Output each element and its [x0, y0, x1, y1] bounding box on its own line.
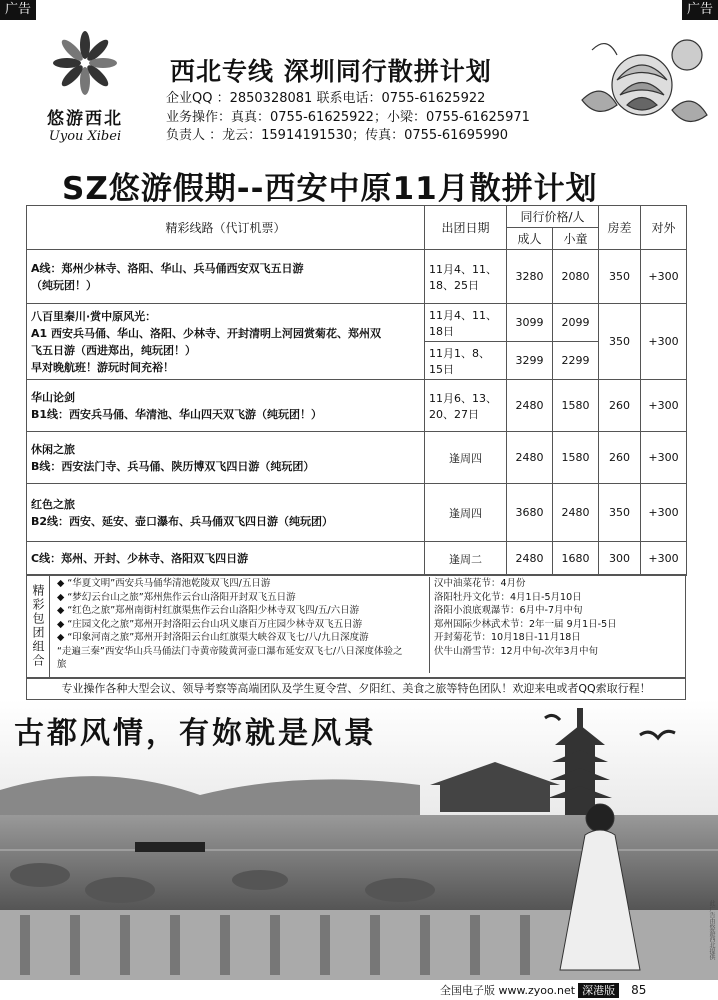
combo-side-label: 精彩包团组合 — [27, 575, 50, 677]
route-line: 八百里秦川·赏中原风光： — [31, 309, 157, 323]
header-peer-price: 同行价格/人 — [507, 206, 599, 228]
header-room: 房差 — [599, 206, 641, 250]
header-adult: 成人 — [507, 228, 553, 250]
route-line: （纯玩团！） — [31, 278, 97, 292]
ad-label-right: 广告 — [682, 0, 718, 20]
route-line: B2线：西安、延安、壶口瀑布、兵马俑双飞四日游（纯玩团） — [31, 514, 334, 528]
table-row — [27, 432, 687, 484]
depart-date: 逢周四 — [425, 484, 507, 542]
table-row — [27, 484, 687, 542]
festival-list — [429, 577, 689, 673]
contact-block — [166, 90, 530, 146]
list-item: ◆ “印象河南之旅”郑州开封洛阳云台山红旗渠大峡谷双飞七/八/九日深度游 — [57, 632, 369, 643]
route-line: 休闲之旅 — [31, 442, 75, 456]
public-price: +300 — [641, 380, 687, 432]
service-notice: 专业操作各种大型会议、领导考察等高端团队及学生夏令营、夕阳红、美食之旅等特色团队！欢迎来电或者QQ索取行程！ — [26, 678, 686, 700]
list-item: 汉中油菜花节：4月份 — [434, 578, 526, 589]
public-price: +300 — [641, 432, 687, 484]
room-diff: 300 — [599, 542, 641, 576]
edition-badge: 深港版 — [578, 983, 619, 998]
depart-date: 逢周四 — [425, 432, 507, 484]
route-line: A线：郑州少林寺、洛阳、华山、兵马俑西安双飞五日游 — [31, 261, 304, 275]
child-price: 2480 — [553, 484, 599, 542]
table-row — [27, 304, 687, 342]
route-desc — [27, 542, 425, 576]
list-item: 洛阳牡丹文化节：4月1日-5月10日 — [434, 591, 582, 603]
depart-date: 11月1、8、15日 — [425, 342, 507, 380]
adult-price: 3280 — [507, 250, 553, 304]
side-note: 此广告由悠游西北提供 — [708, 900, 715, 960]
main-title: SZ悠游假期--西安中原11月散拼计划 — [62, 171, 598, 207]
route-line: 华山论剑 — [31, 390, 75, 404]
header-child: 小童 — [553, 228, 599, 250]
room-diff: 350 — [599, 484, 641, 542]
logo-en: Uyou Xibei — [48, 129, 122, 144]
company-logo — [30, 28, 140, 148]
child-price: 2099 — [553, 304, 599, 342]
room-diff: 350 — [599, 250, 641, 304]
child-price: 1580 — [553, 432, 599, 484]
list-item: ◆ “梦幻云台山之旅”郑州焦作云台山洛阳开封双飞五日游 — [57, 591, 296, 603]
route-line: 早对晚航班！游玩时间充裕！ — [31, 360, 174, 374]
route-line: 红色之旅 — [31, 497, 75, 511]
adult-price: 3099 — [507, 304, 553, 342]
header-title: 西北专线 深圳同行散拼计划 — [170, 57, 492, 86]
combo-list — [57, 577, 412, 672]
list-item: 伏牛山滑雪节：12月中旬-次年3月中旬 — [434, 645, 599, 657]
contact-line: 业务操作：真真：0755-61625922；小梁：0755-61625971 — [166, 109, 530, 125]
route-desc — [27, 250, 425, 304]
route-table — [26, 205, 687, 576]
table-row — [27, 542, 687, 576]
header-public: 对外 — [641, 206, 687, 250]
list-item: “走遍三秦”西安华山兵马俑法门寺黄帝陵黄河壶口瀑布延安双飞七/八日深度体验之旅 — [57, 645, 403, 670]
table-row — [27, 380, 687, 432]
depart-date: 11月4、11、18、25日 — [425, 250, 507, 304]
depart-date: 11月6、13、20、27日 — [425, 380, 507, 432]
route-desc — [27, 380, 425, 432]
room-diff: 350 — [599, 304, 641, 380]
depart-date: 逢周二 — [425, 542, 507, 576]
public-price: +300 — [641, 250, 687, 304]
list-item: ◆ “华夏文明”西安兵马俑华清池乾陵双飞四/五日游 — [57, 578, 271, 589]
room-diff: 260 — [599, 432, 641, 484]
contact-line: 企业QQ ：2850328081 联系电话：0755-61625922 — [166, 91, 486, 106]
route-line: B线：西安法门寺、兵马俑、陕历博双飞四日游（纯玩团） — [31, 459, 315, 473]
footer-site: 全国电子版 www.zyoo.net — [440, 984, 576, 997]
adult-price: 3299 — [507, 342, 553, 380]
header-route: 精彩线路（代订机票） — [27, 206, 425, 250]
table-row — [27, 250, 687, 304]
pinwheel-logo-icon — [50, 28, 120, 98]
public-price: +300 — [641, 484, 687, 542]
logo-name: 悠游西北 — [47, 109, 123, 129]
list-item: 开封菊花节：10月18日-11月18日 — [434, 632, 581, 643]
adult-price: 2480 — [507, 380, 553, 432]
route-desc — [27, 484, 425, 542]
page-footer — [440, 982, 646, 998]
child-price: 1580 — [553, 380, 599, 432]
list-item: ◆ “红色之旅”郑州南街村红旗渠焦作云台山洛阳少林寺双飞四/五/六日游 — [57, 605, 360, 616]
child-price: 2080 — [553, 250, 599, 304]
route-desc — [27, 304, 425, 380]
child-price: 1680 — [553, 542, 599, 576]
route-line: A1 西安兵马俑、华山、洛阳、少林寺、开封清明上河园赏菊花、郑州双 — [31, 326, 381, 340]
slogan: 古都风情，有妳就是风景 — [14, 716, 377, 751]
contact-line: 负责人 ：龙云：15914191530；传真：0755-61695990 — [166, 128, 509, 143]
adult-price: 2480 — [507, 542, 553, 576]
list-item: 洛阳小浪底观瀑节：6月中-7月中旬 — [434, 605, 583, 616]
depart-date: 11月4、11、18日 — [425, 304, 507, 342]
list-item: 郑州国际少林武术节：2年一届 9月1日-5日 — [434, 618, 617, 630]
header-date: 出团日期 — [425, 206, 507, 250]
route-line: C线：郑州、开封、少林寺、洛阳双飞四日游 — [31, 552, 249, 565]
route-desc — [27, 432, 425, 484]
page-number: 85 — [631, 983, 647, 997]
peony-illustration — [572, 30, 712, 150]
route-line: 飞五日游（西进郑出，纯玩团！） — [31, 343, 196, 357]
child-price: 2299 — [553, 342, 599, 380]
public-price: +300 — [641, 542, 687, 576]
ad-label-left: 广告 — [0, 0, 36, 20]
route-line: B1线：西安兵马俑、华清池、华山四天双飞游（纯玩团！） — [31, 407, 323, 421]
adult-price: 2480 — [507, 432, 553, 484]
list-item: ◆ “庄园文化之旅”郑州开封洛阳云台山巩义康百万庄园少林寺双飞五日游 — [57, 618, 363, 630]
package-combo-box — [26, 574, 686, 678]
adult-price: 3680 — [507, 484, 553, 542]
public-price: +300 — [641, 304, 687, 380]
room-diff: 260 — [599, 380, 641, 432]
